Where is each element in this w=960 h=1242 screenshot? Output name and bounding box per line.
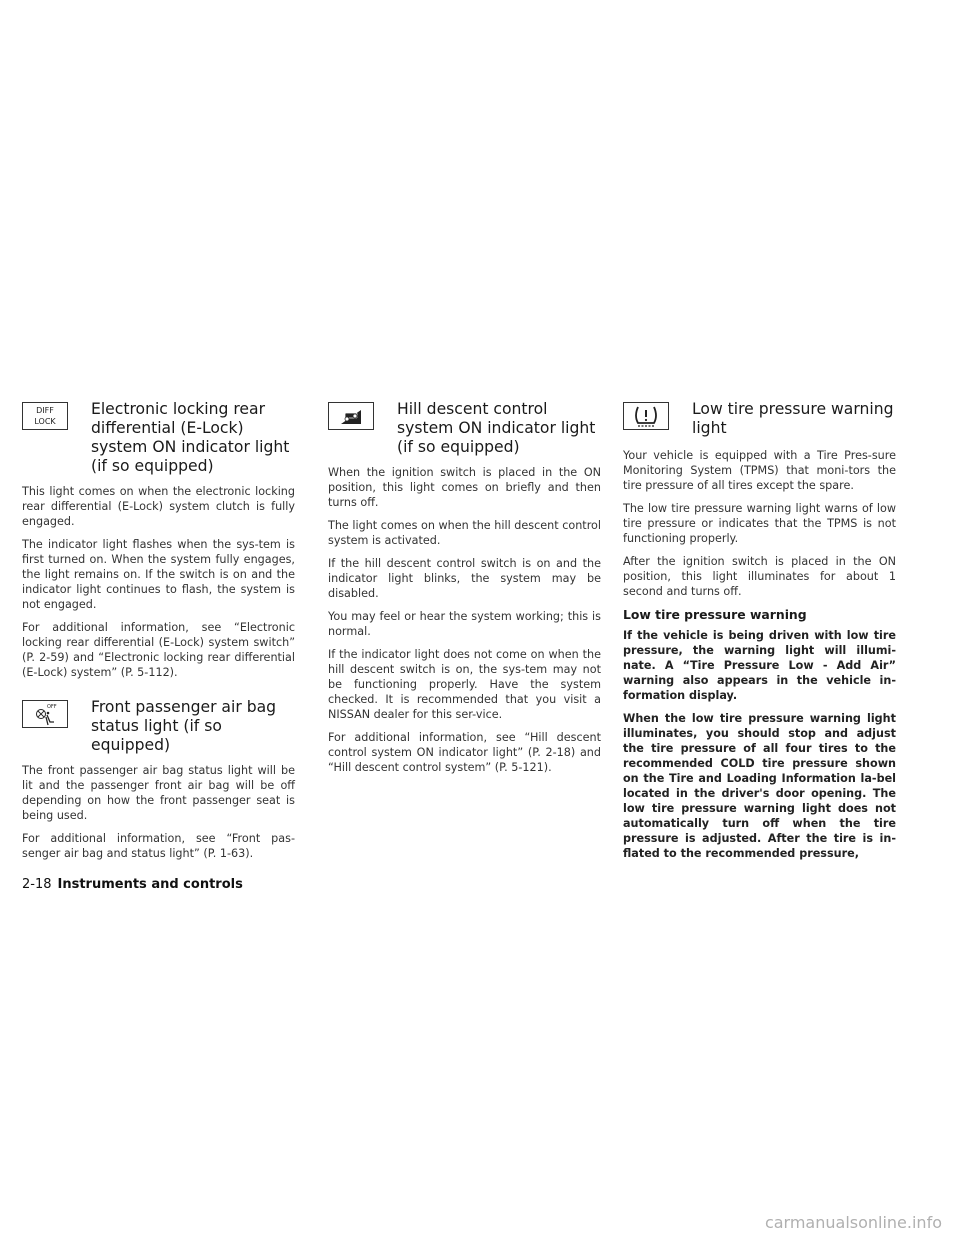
tpms-title: Low tire pressure warning light [692,400,894,437]
airbag-title: Front passenger air bag status light (if so equipped) [91,698,277,754]
hdc-para-2: The light comes on when the hill descent control system is activated. [328,519,601,547]
tpms-bold-para-2: When the low tire pressure warning light illuminates, you should stop and adjust the tire pressure of all four tires to the recommended COLD tire pressure shown on the Tire and Loading Information la-bel located in the driver's door opening. The low tire pressure warning light does not automatically turn off when the tire pressure is adjusted. After the tire is in-flated to the recommended pressure, [623,712,896,860]
hill-descent-icon [328,402,374,430]
watermark-text: carmanualsonline.info [764,1213,942,1232]
tpms-bold-para-1: If the vehicle is being driven with low tire pressure, the warning light will illumi-nate. A “Tire Pressure Low - Add Air” warning also appears in the vehicle in-formation display. [623,629,896,702]
airbag-off-text: OFF [47,704,57,710]
elock-para-1: This light comes on when the electronic locking rear differential (E-Lock) system clutch is fully engaged. [22,485,295,528]
airbag-para-1: The front passenger air bag status light will be lit and the passenger front air bag will be off depending on how the front passenger seat is being used. [22,764,295,822]
passenger-airbag-off-icon [22,700,68,728]
elock-section [22,400,295,680]
airbag-para-2: For additional information, see “Front pas-senger air bag and status light” (P. 1-63). [22,832,295,860]
airbag-header [22,698,295,755]
hdc-title: Hill descent control system ON indicator light (if so equipped) [397,400,596,456]
airbag-section [22,698,295,861]
elock-title: Electronic locking rear differential (E-Lock) system ON indicator light (if so equipped) [91,400,290,475]
tpms-header [623,400,896,440]
hdc-para-6: For additional information, see “Hill descent control system ON indicator light” (P. 2-18) and “Hill descent control system” (P. 5-121). [328,731,601,774]
page-number: 2-18 [22,877,52,892]
hdc-header [328,400,601,457]
column-2 [328,400,601,783]
page-footer [22,877,243,892]
diff-lock-icon-line1: DIFF [36,406,54,415]
tpms-section [623,400,896,861]
hdc-para-5: If the indicator light does not come on when the hill descent switch is on, the sys-tem may not be functioning properly. Have the system checked. It is recommended that you visit a NISSAN dealer for this ser-vice. [328,648,601,721]
hdc-section [328,400,601,775]
tpms-para-2: The low tire pressure warning light warns of low tire pressure or indicates that the TPMS is not functioning properly. [623,502,896,545]
section-title: Instruments and controls [57,877,243,892]
hdc-para-4: You may feel or hear the system working; this is normal. [328,610,601,638]
tpms-subheading: Low tire pressure warning [623,607,807,622]
tpms-para-1: Your vehicle is equipped with a Tire Pres-sure Monitoring System (TPMS) that moni-tors the tire pressure of all tires except the spare. [623,449,896,492]
hdc-para-1: When the ignition switch is placed in the ON position, this light comes on briefly and then turns off. [328,466,601,509]
hdc-para-3: If the hill descent control switch is on and the indicator light blinks, the system may be disabled. [328,557,601,600]
elock-para-2: The indicator light flashes when the sys-tem is first turned on. When the system fully engages, the light remains on. If the switch is on and the indicator light continues to flash, the system is not engaged. [22,538,295,611]
column-3 [623,400,896,869]
diff-lock-icon-line2: LOCK [34,417,56,426]
tire-pressure-warning-icon [623,402,669,430]
column-1 [22,400,295,869]
tpms-para-3: After the ignition switch is placed in the ON position, this light illuminates for about 1 second and turns off. [623,555,896,598]
elock-header [22,400,295,476]
diff-lock-icon [22,402,68,430]
elock-para-3: For additional information, see “Electronic locking rear differential (E-Lock) system switch” (P. 2-59) and “Electronic locking rear differential (E-Lock) system” (P. 5-112). [22,621,295,679]
